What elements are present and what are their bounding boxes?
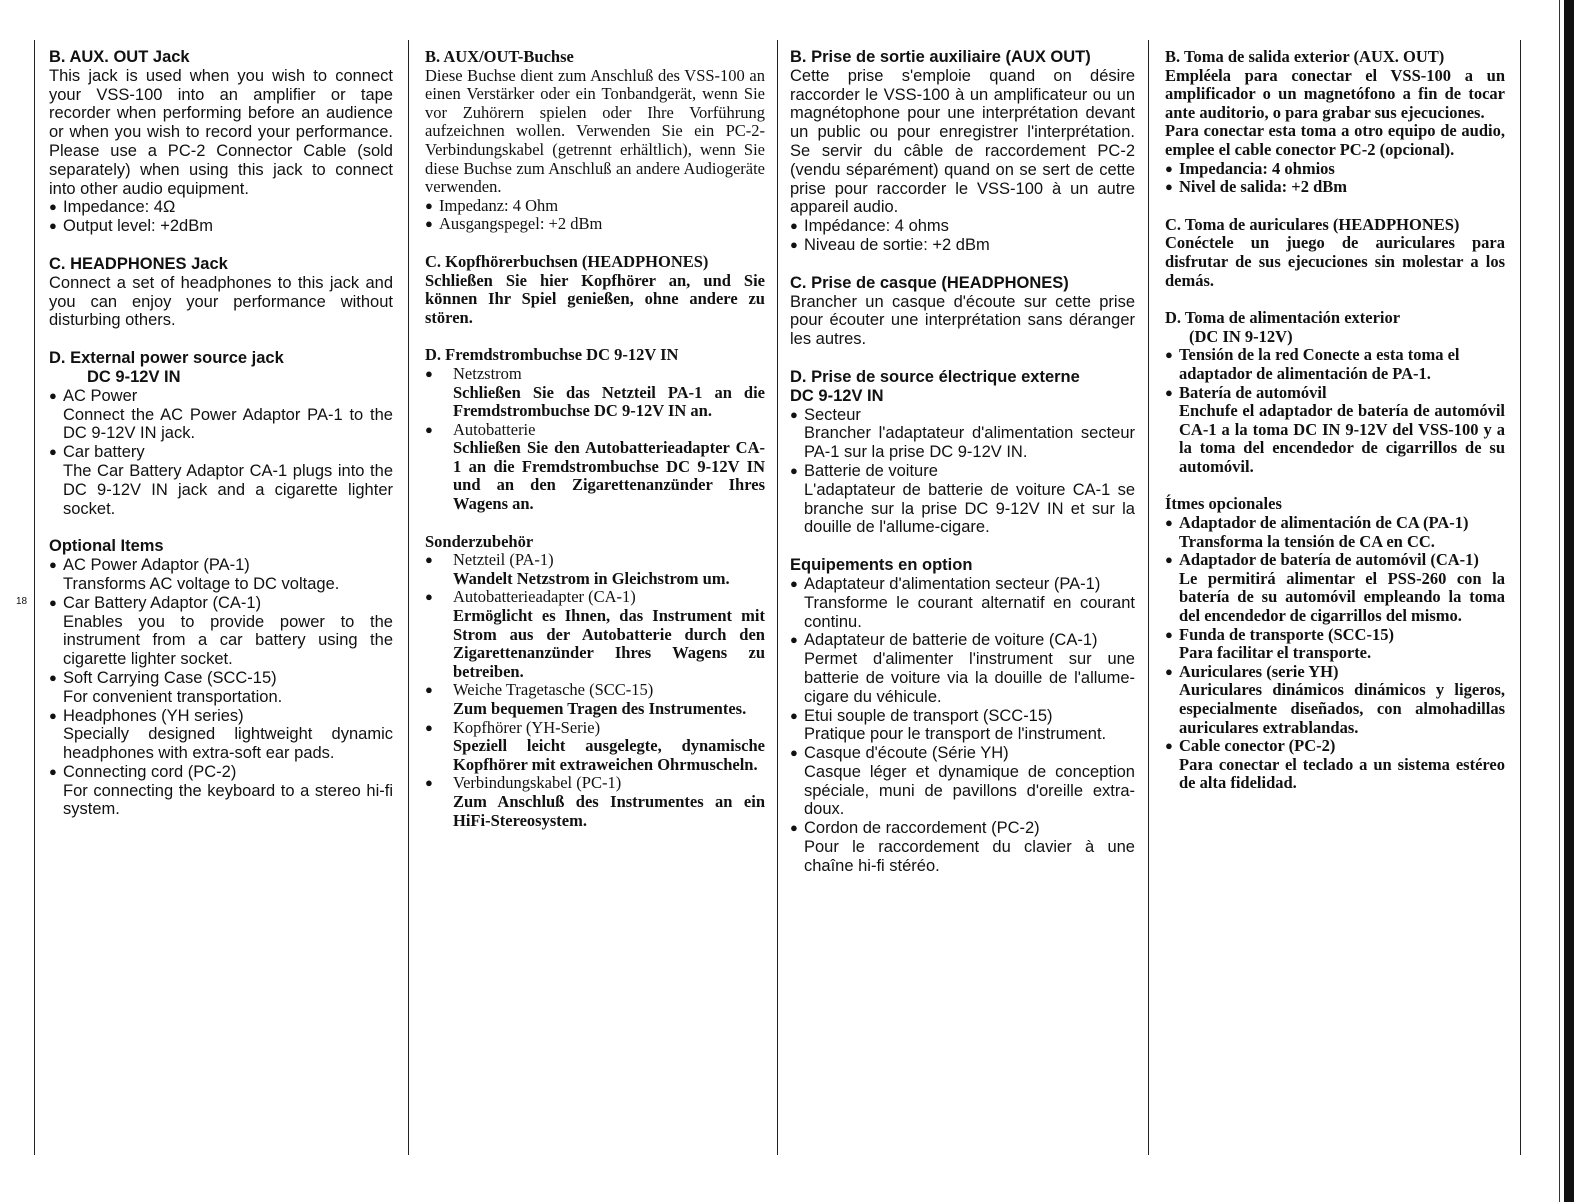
item-label: Auriculares (serie YH) [1179,661,1339,681]
section-title: Ítmes opcionales [1165,494,1282,514]
item-label: Autobatterieadapter (CA-1) [453,587,636,607]
item-desc: Para conectar el teclado a un sistema estéreo de alta fidelidad. [1179,754,1505,793]
section-title: D. Fremdstrombuchse DC 9-12V IN [425,345,679,365]
section-title: Equipements en option [790,556,973,575]
item-desc: Le permitirá alimentar el PSS-260 con la batería de su automóvil empleando la toma del encendedor de cigarrillos del mismo. [1179,568,1505,626]
item-desc: Enables you to provide power to the instrument from a car battery using the cigarette lighter socket. [63,612,393,669]
section-subtitle: (DC IN 9-12V) [1189,326,1293,346]
column-divider [408,40,409,1155]
optional-item [790,744,1135,819]
german-column [425,48,765,849]
spec-list [790,217,1135,255]
column-divider [1520,40,1521,1155]
section-body: Brancher un casque d'écoute sur cette prise pour écouter une interprétation sans déranger les autres. [790,292,1135,349]
item-label: Casque d'écoute (Série YH) [804,744,1009,763]
optional-item [49,669,393,707]
spec-list [425,197,765,234]
item-label: Etui souple de transport (SCC-15) [804,706,1053,725]
item-label: Verbindungskabel (PC-1) [453,773,622,793]
spanish-column [1165,48,1505,812]
optional-item [790,631,1135,706]
power-item [49,443,393,518]
power-list [1165,346,1505,476]
item-label: Car Battery Adaptor (CA-1) [63,593,262,612]
item-desc: Ermöglicht es Ihnen, das Instrument mit Strom aus der Autobatterie durch den Zigarettenanzünder Ihres Wagens zu betreiben. [453,606,765,681]
item-desc: Speziell leicht ausgelegte, dynamische Kopfhörer mit extraweichen Ohrmuscheln. [453,736,765,774]
optional-item [49,556,393,594]
french-aux-section [790,48,1135,255]
optional-list [49,556,393,819]
section-title: D. Toma de alimentación exterior [1165,308,1401,328]
optional-item [49,763,393,819]
optional-item [790,707,1135,745]
power-list [49,387,393,519]
item-label: Headphones (YH series) [63,706,244,725]
item-desc: Para facilitar el transporte. [1179,643,1372,663]
power-item [49,387,393,443]
item-label: Adaptateur d'alimentation secteur (PA-1) [804,574,1101,593]
power-item [790,406,1135,462]
section-title: B. Prise de sortie auxiliaire (AUX OUT) [790,48,1091,66]
item-label: Funda de transporte (SCC-15) [1179,624,1394,644]
optional-list [790,575,1135,876]
section-title: C. Prise de casque (HEADPHONES) [790,273,1069,292]
optional-item [1165,663,1505,737]
item-desc: Specially designed lightweight dynamic headphones with extra-soft ear pads. [63,725,393,763]
french-power-section [790,368,1135,537]
optional-item [1165,626,1505,663]
item-desc: Schließen Sie den Autobatterieadapter CA-1 an die Fremdstrombuchse DC 9-12V IN und an den Zigarettenanzünder Ihres Wagens an. [453,438,765,514]
column-divider [34,40,35,1155]
optional-item [790,819,1135,875]
french-optional-section [790,556,1135,876]
spanish-power-section [1165,309,1505,476]
section-body: Cette prise s'emploie quand on désire raccorder le VSS-100 à un amplificateur ou un magnétophone pour une interprétation devant un public ou pour enregistrer l'interprétation. Se servir du câble de raccordement PC-2 (vendu séparément) quand on se sert de cette prise pour raccorder le VSS-100 à un autre appareil audio. [790,66,1135,217]
spec-item: ● Impedanz: 4 Ohm [425,197,765,216]
english-optional-section [49,537,393,819]
optional-item [790,575,1135,631]
optional-list [425,551,765,830]
optional-item [1165,737,1505,793]
spec-item: ● Niveau de sortie: +2 dBm [790,236,1135,255]
spanish-optional-section [1165,495,1505,793]
french-column [790,48,1135,895]
english-headphones-section [49,255,393,330]
page-number: 18 [16,596,28,607]
english-power-section [49,349,393,518]
spanish-aux-section [1165,48,1505,197]
optional-item [1165,514,1505,551]
optional-item [49,594,393,669]
page-edge-line [1559,0,1560,1202]
item-desc: Transforma la tensión de CA en CC. [1179,531,1435,551]
power-list [790,406,1135,538]
optional-item [425,719,765,775]
section-body: Schließen Sie hier Kopfhörer an, und Sie können Ihr Spiel genießen, ohne andere zu stören. [425,270,765,327]
item-desc: L'adaptateur de batterie de voiture CA-1 se branche sur la prise DC 9-12V IN et sur la douille de l'allume-cigare. [804,480,1135,537]
item-desc: Brancher l'adaptateur d'alimentation secteur PA-1 sur la prise DC 9-12V IN. [804,424,1135,462]
spec-item: ● Ausgangspegel: +2 dBm [425,215,765,234]
optional-item [1165,551,1505,625]
section-body: Empléela para conectar el VSS-100 a un amplificador o un magnetófono a fin de tocar ante auditorio, o para grabar sus ejecuciones. [1165,65,1505,122]
german-aux-section [425,48,765,234]
item-label: Batterie de voiture [804,461,938,480]
item-label: Batería de automóvil [1179,382,1327,402]
page-edge-bar [1564,0,1574,1202]
power-item [1165,346,1505,383]
optional-item [425,588,765,681]
item-desc: The Car Battery Adaptor CA-1 plugs into the DC 9-12V IN jack and a cigarette lighter socket. [63,461,393,518]
item-desc: Pour le raccordement du clavier à une chaîne hi-fi stéréo. [804,838,1135,875]
item-label: Adaptateur de batterie de voiture (CA-1) [804,631,1098,650]
spec-item: ● Impedancia: 4 ohmios [1165,160,1505,179]
section-title: D. Prise de source électrique externe [790,367,1080,386]
power-item [790,462,1135,537]
item-desc: Pratique pour le transport de l'instrument. [804,725,1107,744]
german-headphones-section [425,253,765,327]
item-desc: Schließen Sie das Netzteil PA-1 an die Fremdstrombuchse DC 9-12V IN an. [453,382,765,421]
item-desc: Transforme le courant alternatif en courant continu. [804,593,1135,631]
section-title: D. External power source jack [49,349,284,368]
item-label: AC Power Adaptor (PA-1) [63,556,250,575]
item-desc: Connect the AC Power Adaptor PA-1 to the DC 9-12V IN jack. [63,405,393,443]
item-label: Kopfhörer (YH-Serie) [453,717,601,737]
optional-item [425,681,765,718]
spec-item: ● Impédance: 4 ohms [790,217,1135,236]
item-label: Netzstrom [453,363,522,383]
section-body-2: Para conectar esta toma a otro equipo de audio, emplee el cable conector PC-2 (opcional). [1165,121,1505,159]
item-label: Soft Carrying Case (SCC-15) [63,668,277,687]
item-label: Adaptador de batería de automóvil (CA-1) [1179,550,1479,570]
column-divider [1148,40,1149,1155]
item-label: Cordon de raccordement (PC-2) [804,819,1040,838]
item-label: Tensión de la red Conecte a esta toma el adaptador de alimentación de PA-1. [1179,345,1460,383]
column-divider [777,40,778,1155]
section-body: Conéctele un juego de auriculares para disfrutar de sus ejecuciones sin molestar a los demás. [1165,233,1505,290]
power-item [1165,384,1505,477]
spec-list [1165,160,1505,197]
section-body: This jack is used when you wish to connect your VSS-100 into an amplifier or tape recorder when performing before an audience or when you wish to record your performance. Please use a PC-2 Connector Cable (sold separately) when using this jack to connect into other audio equipment. [49,66,393,198]
section-title: B. AUX/OUT-Buchse [425,47,574,66]
section-subtitle: DC 9-12V IN [790,386,884,405]
item-label: Adaptador de alimentación de CA (PA-1) [1179,513,1469,533]
item-label: Netzteil (PA-1) [453,550,554,570]
optional-list [1165,514,1505,793]
item-label: Car battery [63,443,145,462]
item-desc: Permet d'alimenter l'instrument sur une batterie de voiture via la douille de l'allume-cigare du véhicule. [804,650,1135,706]
power-item [425,421,765,514]
spec-item: ● Nivel de salida: +2 dBm [1165,178,1505,197]
english-aux-section [49,48,393,236]
item-desc: Zum bequemen Tragen des Instrumentes. [453,699,747,718]
german-optional-section [425,533,765,831]
spec-list [49,198,393,236]
section-title: C. HEADPHONES Jack [49,254,228,273]
item-desc: Wandelt Netzstrom in Gleichstrom um. [453,568,730,588]
german-power-section [425,346,765,513]
spanish-headphones-section [1165,216,1505,290]
item-label: Secteur [804,405,861,424]
section-title: C. Toma de auriculares (HEADPHONES) [1165,214,1460,234]
item-label: Connecting cord (PC-2) [63,762,237,781]
optional-item [49,707,393,763]
item-label: Autobatterie [453,419,536,439]
french-headphones-section [790,274,1135,349]
item-label: AC Power [63,386,138,405]
section-title: Sonderzubehör [425,531,534,551]
spec-item: ● Impedance: 4Ω [49,198,393,217]
item-label: Weiche Tragetasche (SCC-15) [453,680,654,700]
optional-item [425,774,765,830]
section-title: B. Toma de salida exterior (AUX. OUT) [1165,47,1445,66]
section-title: C. Kopfhörerbuchsen (HEADPHONES) [425,251,709,271]
item-desc: For connecting the keyboard to a stereo hi-fi system. [63,781,393,819]
english-column [49,48,393,838]
section-title: B. AUX. OUT Jack [49,48,190,66]
power-list [425,365,765,514]
spec-item: ● Output level: +2dBm [49,217,393,236]
item-label: Cable conector (PC-2) [1179,736,1336,756]
item-desc: Enchufe el adaptador de batería de automóvil CA-1 a la toma DC IN 9-12V del VSS-100 y a la toma del encendedor de cigarrillos de su automóvil. [1179,401,1505,476]
item-desc: For convenient transportation. [63,687,283,706]
section-title: Optional Items [49,537,164,556]
item-desc: Casque léger et dynamique de conception spéciale, muni de pavillons d'oreille extra-doux. [804,762,1135,819]
item-desc: Transforms AC voltage to DC voltage. [63,574,340,593]
power-item [425,365,765,421]
item-desc: Zum Anschluß des Instrumentes an ein HiFi-Stereosystem. [453,791,765,830]
optional-item [425,551,765,588]
section-subtitle: DC 9-12V IN [87,367,181,386]
section-body: Connect a set of headphones to this jack and you can enjoy your performance without disturbing others. [49,273,393,330]
section-body: Diese Buchse dient zum Anschluß des VSS-100 an einen Verstärker oder ein Tonbandgerät, wenn Sie vor Zuhörern spielen oder Ihre Vorführung aufzeichnen wollen. Verwenden Sie ein PC-2-Verbindungskabel (getrennt erhältlich), wenn Sie diese Buchse zum Anschluß an andere Audiogeräte verwenden. [425,65,765,197]
item-desc: Auriculares dinámicos dinámicos y ligeros, especialmente diseñados, con almohadillas auriculares extrablandas. [1179,680,1505,737]
